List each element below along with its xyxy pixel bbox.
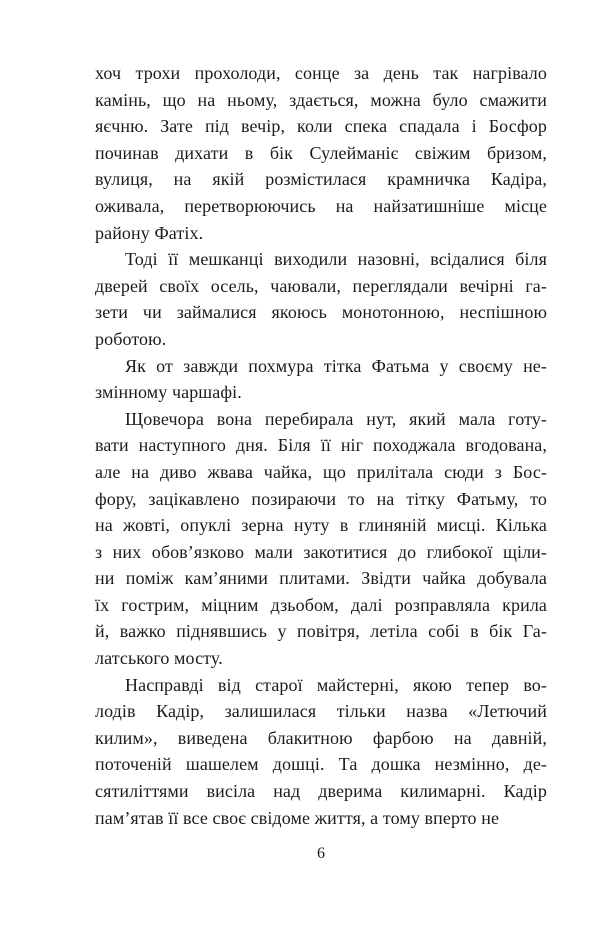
text-line: Тоді її мешканці виходили назовні, всідалися біля bbox=[125, 249, 547, 270]
text-line: на жовті, опуклі зерна нуту в глиняній мисці. Кілька bbox=[95, 515, 547, 536]
text-line: поточеній шашелем дошці. Та дошка незмінно, де- bbox=[95, 754, 547, 775]
text-line: але на диво жвава чайка, що прилітала сюди з Бос- bbox=[95, 461, 547, 482]
text-line: хоч трохи прохолоди, сонце за день так нагрівало bbox=[95, 63, 547, 83]
text-line: вулиця, на якій розмістилася крамничка Кадіра, bbox=[95, 169, 547, 190]
paragraph bbox=[95, 246, 547, 352]
text-line: яєчню. Зате під вечір, коли спека спадала і Босфор bbox=[95, 116, 547, 137]
text-line: Насправді від старої майстерні, якою тепер во- bbox=[125, 674, 547, 695]
text-line: сятиліттями висіла над дверима килимарні. Кадір bbox=[95, 781, 547, 802]
paragraph bbox=[95, 406, 547, 672]
text-line: Щовечора вона перебирала нут, який мала готу- bbox=[125, 408, 547, 429]
text-line: зети чи займалися якоюсь монотонною, неспішною bbox=[95, 302, 547, 323]
text-line: роботою. bbox=[95, 328, 167, 349]
text-line: Як от завжди похмура тітка Фатьма у своєму не- bbox=[125, 355, 547, 376]
text-line: району Фатіх. bbox=[95, 222, 204, 243]
text-line: їх гострим, міцним дзьобом, далі розправляла крила bbox=[95, 594, 547, 615]
text-line: починав дихати в бік Сулейманіє свіжим бризом, bbox=[95, 142, 547, 163]
paragraph bbox=[95, 353, 547, 406]
page-text bbox=[95, 60, 547, 831]
paragraph bbox=[95, 60, 547, 246]
text-line: й, важко піднявшись у повітря, летіла собі в бік Га- bbox=[95, 621, 547, 642]
text-line: ни поміж кам’яними плитами. Звідти чайка добувала bbox=[95, 568, 547, 589]
text-line: з них обов’язково мали закотитися до глибокої щіли- bbox=[95, 541, 547, 562]
text-line: латського мосту. bbox=[95, 648, 223, 669]
text-line: фору, зацікавлено позираючи то на тітку Фатьму, то bbox=[95, 488, 547, 509]
text-line: змінному чаршафі. bbox=[95, 382, 242, 403]
text-line: килим», виведена блакитною фарбою на давній, bbox=[95, 727, 547, 748]
paragraph bbox=[95, 672, 547, 832]
page-number: 6 bbox=[317, 845, 325, 862]
text-line: оживала, перетворюючись на найзатишніше місце bbox=[95, 195, 547, 216]
text-line: камінь, що на ньому, здається, можна було смажити bbox=[95, 89, 547, 110]
text-line: вати наступного дня. Біля її ніг походжала вгодована, bbox=[95, 435, 547, 456]
text-line: пам’ятав її все своє свідоме життя, а тому вперто не bbox=[95, 807, 500, 828]
text-line: дверей своїх осель, чаювали, переглядали вечірні га- bbox=[95, 275, 547, 296]
text-line: лодів Кадір, залишилася тільки назва «Летючий bbox=[95, 701, 547, 722]
